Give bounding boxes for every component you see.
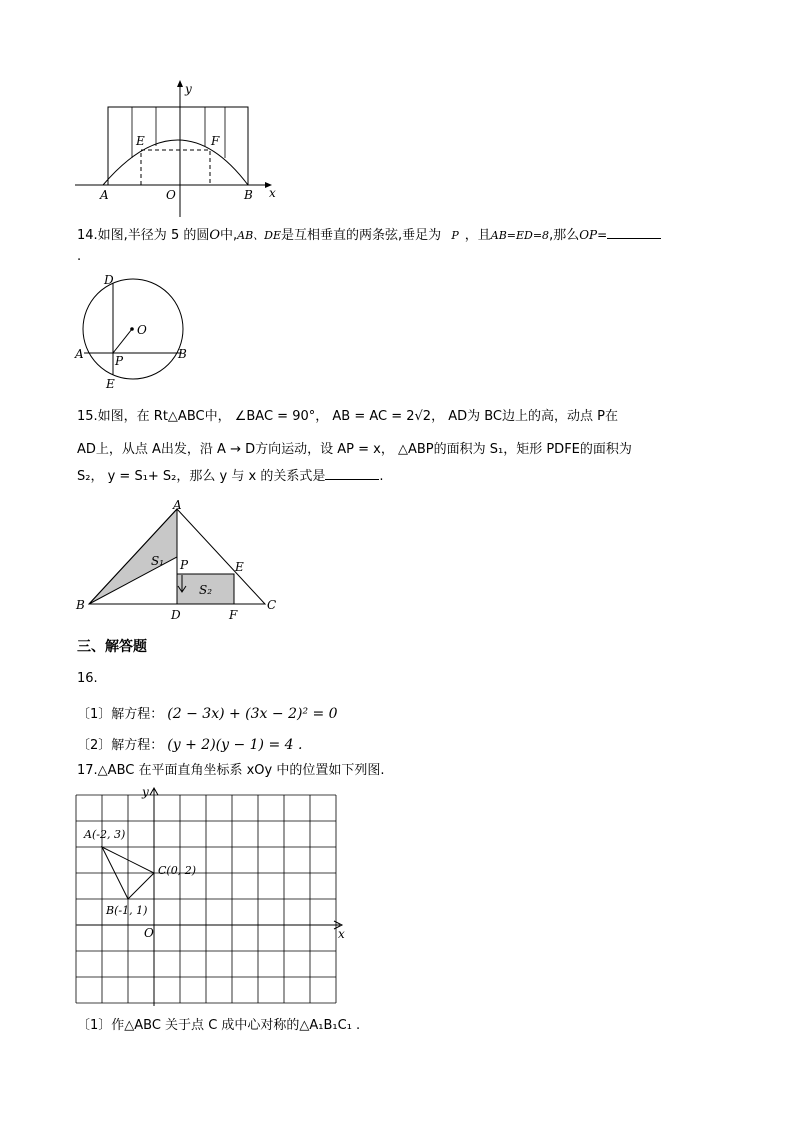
fig15-label-c: C [267,598,277,612]
q17-item1: 〔1〕作△ABC 关于点 C 成中心对称的△A₁B₁C₁ . [77,1018,361,1033]
q14-text: 14.如图,半径为 5 的圆O中,AB、DE是互相垂直的两条弦,垂足为 P ，且AB=ED=8,那么OP= [77,226,661,245]
fig13-label-b: B [244,188,253,202]
fig13-parabola [103,140,248,185]
fig17-label-b: B(-1, 1) [106,904,148,917]
fig17-label-c: C(0, 2) [158,864,196,877]
q16-item1: 〔1〕解方程： (2 − 3x) + (3x − 2)² = 0 [77,706,338,722]
q15-line2: AD上，从点 A出发，沿 A → D方向运动，设 AP = x， △ABP的面积为 S₁，矩形 PDFE的面积为 [77,442,632,457]
q16-number: 16. [77,671,98,686]
fig15-label-s2: S₂ [199,583,213,597]
fig14-label-b: B [178,347,187,361]
fig13-label-e: E [136,134,145,148]
q17-text: 17.△ABC 在平面直角坐标系 xOy 中的位置如下列图. [77,763,385,778]
section-title: 三、解答题 [77,639,147,655]
fig15-label-e: E [235,560,244,574]
fig15-label-a: A [173,498,182,512]
q15-line1: 15.如图，在 Rt△ABC中， ∠BAC = 90°， AB = AC = 2√2， AD为 BC边上的高，动点 P在 [77,409,618,424]
fig17-label-x: x [338,927,345,941]
fig13-rect [108,107,248,185]
fig17-label-a: A(-2, 3) [84,828,126,841]
fig13-label-o: O [166,188,176,202]
fig13-label-y: y [185,82,192,96]
fig14-label-p: P [115,354,124,368]
q15-line3: S₂， y = S₁+ S₂，那么 y 与 x 的关系式是 . [77,469,384,484]
q16-item2: 〔2〕解方程： (y + 2)(y − 1) = 4 . [77,737,303,753]
fig14-segment-op [113,329,132,353]
fig14-label-e: E [106,377,115,391]
fig-triangle [72,497,287,625]
fig13-label-a: A [100,188,109,202]
fig13-dashed [141,150,210,185]
fig-parabola [70,75,285,225]
fig15-label-f: F [229,608,238,622]
fig14-label-d: D [104,273,114,287]
fig15-label-p: P [180,558,189,572]
fig15-label-b: B [76,598,85,612]
fig14-center [130,327,134,331]
fig13-label-x: x [269,186,276,200]
fig15-label-s1: S₁ [151,554,165,568]
q15-answer-blank[interactable] [325,467,379,480]
fig15-label-d: D [171,608,181,622]
fig17-grid [76,795,336,1003]
fig-circle [72,268,197,393]
fig17-label-y: y [142,786,149,799]
fig13-label-f: F [211,134,220,148]
q14-end: . [77,249,82,264]
fig14-label-o: O [137,323,147,337]
fig14-label-a: A [75,347,84,361]
q14-answer-blank[interactable] [607,226,661,239]
fig17-label-o: O [144,926,154,940]
fig-coordinate-grid [72,786,357,1011]
